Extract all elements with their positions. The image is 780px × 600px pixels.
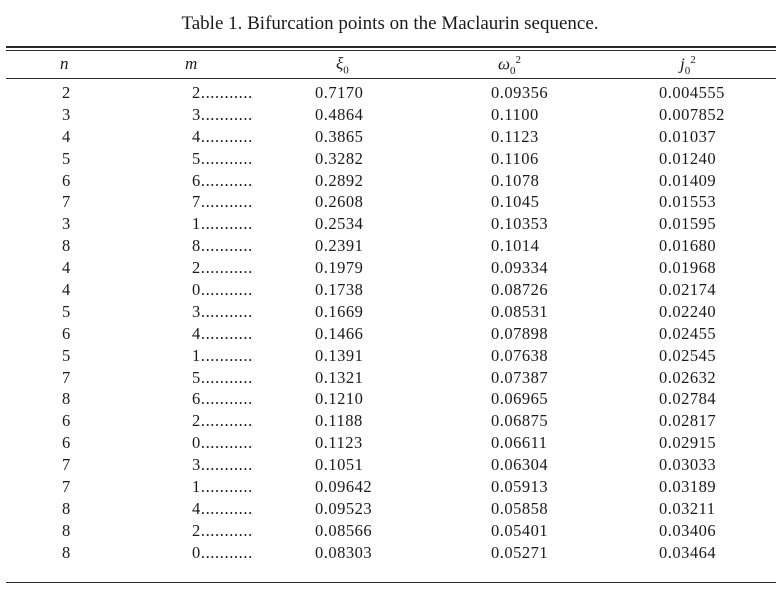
cell-omega0-squared: 0.05858: [491, 498, 549, 518]
cell-n: 5: [62, 345, 71, 365]
cell-xi0: 0.1466: [315, 323, 364, 343]
cell-n: 6: [62, 433, 71, 453]
cell-m: 6...........: [192, 389, 253, 409]
table-row: [0, 105, 780, 127]
cell-j0-squared: 0.02817: [659, 411, 717, 431]
cell-j0-squared: 0.01037: [659, 126, 717, 146]
table-row: [0, 346, 780, 368]
table-row: [0, 302, 780, 324]
cell-j0-squared: 0.02240: [659, 301, 717, 321]
header-omega0-squared: [498, 54, 521, 77]
table-row: [0, 171, 780, 193]
cell-xi0: 0.1669: [315, 301, 364, 321]
header-m: m: [185, 54, 198, 73]
cell-n: 8: [62, 520, 71, 540]
top-rule-thin: [6, 50, 776, 51]
cell-xi0: 0.4864: [315, 104, 364, 124]
cell-omega0-squared: 0.1106: [491, 148, 539, 168]
table-row: [0, 455, 780, 477]
table-row: [0, 214, 780, 236]
cell-xi0: 0.08303: [315, 542, 373, 562]
cell-j0-squared: 0.02545: [659, 345, 717, 365]
cell-j0-squared: 0.01968: [659, 258, 717, 278]
cell-m: 3...........: [192, 104, 253, 124]
cell-j0-squared: 0.02174: [659, 280, 717, 300]
cell-j0-squared: 0.01553: [659, 192, 717, 212]
cell-omega0-squared: 0.07387: [491, 367, 549, 387]
cell-omega0-squared: 0.08531: [491, 301, 549, 321]
header-n: n: [60, 54, 69, 73]
cell-n: 6: [62, 170, 71, 190]
cell-j0-squared: 0.03406: [659, 520, 717, 540]
cell-xi0: 0.1979: [315, 258, 364, 278]
cell-m: 8...........: [192, 236, 253, 256]
cell-omega0-squared: 0.1078: [491, 170, 540, 190]
cell-m: 3...........: [192, 455, 253, 475]
cell-n: 4: [62, 258, 71, 278]
cell-n: 7: [62, 455, 71, 475]
table-row: [0, 149, 780, 171]
cell-m: 1...........: [192, 214, 253, 234]
header-xi0-sub: 0: [343, 64, 349, 77]
cell-xi0: 0.1391: [315, 345, 364, 365]
cell-m: 2...........: [192, 83, 253, 102]
cell-xi0: 0.3282: [315, 148, 364, 168]
cell-xi0: 0.1738: [315, 280, 364, 300]
cell-xi0: 0.08566: [315, 520, 373, 540]
cell-m: 4...........: [192, 126, 253, 146]
cell-n: 4: [62, 280, 71, 300]
cell-xi0: 0.1321: [315, 367, 364, 387]
cell-n: 8: [62, 236, 71, 256]
table-row: [0, 411, 780, 433]
table-header: [0, 54, 780, 76]
cell-n: 3: [62, 104, 71, 124]
cell-n: 8: [62, 498, 71, 518]
cell-m: 7...........: [192, 192, 253, 212]
cell-j0-squared: 0.02632: [659, 367, 717, 387]
table-row: [0, 192, 780, 214]
cell-omega0-squared: 0.09356: [491, 83, 549, 102]
table-row: [0, 324, 780, 346]
cell-m: 0...........: [192, 542, 253, 562]
table-row: [0, 499, 780, 521]
cell-omega0-squared: 0.06611: [491, 433, 548, 453]
cell-omega0-squared: 0.06875: [491, 411, 549, 431]
cell-n: 7: [62, 477, 71, 497]
table-row: [0, 236, 780, 258]
cell-n: 8: [62, 542, 71, 562]
table-row: [0, 389, 780, 411]
cell-m: 6...........: [192, 170, 253, 190]
table-body: [0, 83, 780, 565]
header-xi0: [336, 54, 349, 76]
cell-omega0-squared: 0.06965: [491, 389, 549, 409]
header-rule: [6, 78, 776, 79]
cell-omega0-squared: 0.06304: [491, 455, 549, 475]
table-row: [0, 477, 780, 499]
cell-m: 5...........: [192, 367, 253, 387]
cell-omega0-squared: 0.07638: [491, 345, 549, 365]
cell-m: 2...........: [192, 411, 253, 431]
cell-omega0-squared: 0.1014: [491, 236, 540, 256]
cell-omega0-squared: 0.08726: [491, 280, 549, 300]
cell-xi0: 0.09523: [315, 498, 373, 518]
cell-m: 1...........: [192, 345, 253, 365]
cell-omega0-squared: 0.1045: [491, 192, 540, 212]
cell-m: 3...........: [192, 301, 253, 321]
cell-omega0-squared: 0.05913: [491, 477, 549, 497]
cell-n: 5: [62, 301, 71, 321]
cell-omega0-squared: 0.05401: [491, 520, 549, 540]
header-omega-sub: 0: [510, 65, 516, 78]
cell-m: 4...........: [192, 323, 253, 343]
cell-n: 6: [62, 323, 71, 343]
cell-j0-squared: 0.01240: [659, 148, 717, 168]
cell-m: 0...........: [192, 280, 253, 300]
cell-xi0: 0.1123: [315, 433, 363, 453]
cell-j0-squared: 0.03033: [659, 455, 717, 475]
header-j-sub: 0: [684, 65, 691, 78]
cell-j0-squared: 0.02455: [659, 323, 717, 343]
cell-n: 2: [62, 83, 71, 102]
cell-omega0-squared: 0.1100: [491, 104, 539, 124]
cell-omega0-squared: 0.05271: [491, 542, 549, 562]
cell-m: 5...........: [192, 148, 253, 168]
cell-xi0: 0.1210: [315, 389, 364, 409]
header-j-sup: 2: [690, 54, 696, 66]
cell-n: 7: [62, 367, 71, 387]
cell-j0-squared: 0.03464: [659, 542, 717, 562]
cell-n: 3: [62, 214, 71, 234]
cell-n: 7: [62, 192, 71, 212]
table-row: [0, 83, 780, 105]
cell-m: 2...........: [192, 258, 253, 278]
cell-xi0: 0.7170: [315, 83, 364, 102]
cell-j0-squared: 0.01409: [659, 170, 717, 190]
cell-m: 1...........: [192, 477, 253, 497]
cell-xi0: 0.2892: [315, 170, 364, 190]
table-row: [0, 280, 780, 302]
cell-j0-squared: 0.03189: [659, 477, 717, 497]
header-omega-symbol: ω: [498, 54, 511, 74]
header-j0-squared: [680, 54, 696, 77]
cell-xi0: 0.2391: [315, 236, 364, 256]
cell-n: 5: [62, 148, 71, 168]
cell-j0-squared: 0.01595: [659, 214, 717, 234]
cell-j0-squared: 0.01680: [659, 236, 717, 256]
header-xi0-symbol: ξ: [336, 54, 344, 73]
cell-omega0-squared: 0.10353: [491, 214, 549, 234]
cell-omega0-squared: 0.1123: [491, 126, 539, 146]
cell-n: 8: [62, 389, 71, 409]
table-row: [0, 258, 780, 280]
table-row: [0, 127, 780, 149]
cell-n: 6: [62, 411, 71, 431]
cell-xi0: 0.09642: [315, 477, 373, 497]
table-caption: Table 1. Bifurcation points on the Maclaurin sequence.: [181, 13, 599, 34]
header-omega-sup: 2: [515, 54, 522, 66]
bottom-rule: [6, 582, 776, 583]
top-rule: [6, 46, 776, 48]
cell-m: 2...........: [192, 520, 253, 540]
cell-j0-squared: 0.02784: [659, 389, 717, 409]
cell-m: 4...........: [192, 498, 253, 518]
cell-j0-squared: 0.004555: [659, 83, 725, 102]
cell-xi0: 0.3865: [315, 126, 364, 146]
table-row: [0, 521, 780, 543]
cell-j0-squared: 0.02915: [659, 433, 717, 453]
cell-omega0-squared: 0.07898: [491, 323, 549, 343]
cell-j0-squared: 0.03211: [659, 498, 716, 518]
header-j-symbol: j: [680, 54, 685, 74]
cell-j0-squared: 0.007852: [659, 104, 725, 124]
cell-xi0: 0.2608: [315, 192, 364, 212]
table-row: [0, 368, 780, 390]
cell-xi0: 0.1051: [315, 455, 364, 475]
cell-xi0: 0.1188: [315, 411, 363, 431]
cell-m: 0...........: [192, 433, 253, 453]
table-row: [0, 433, 780, 455]
cell-omega0-squared: 0.09334: [491, 258, 549, 278]
table-row: [0, 543, 780, 565]
cell-n: 4: [62, 126, 71, 146]
cell-xi0: 0.2534: [315, 214, 364, 234]
